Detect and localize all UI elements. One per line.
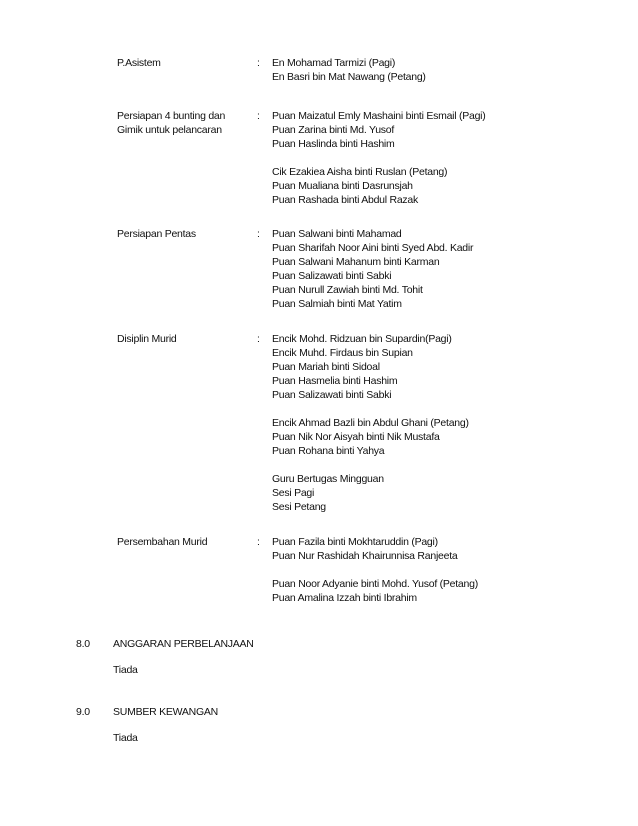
- name-line: Puan Salizawati binti Sabki: [272, 389, 392, 401]
- name-group: [272, 165, 617, 207]
- role-persiapan-pentas: [117, 227, 617, 311]
- section-8-body: Tiada: [113, 664, 138, 676]
- name-group: [272, 332, 617, 402]
- name-line: Puan Rashada binti Abdul Razak: [272, 194, 419, 206]
- name-group: [272, 416, 617, 458]
- role-names: [272, 227, 617, 311]
- role-names: [272, 109, 617, 207]
- role-label-line: Persiapan Pentas: [117, 228, 196, 240]
- section-9-title: SUMBER KEWANGAN: [113, 706, 218, 718]
- name-line: Puan Haslinda binti Hashim: [272, 138, 395, 150]
- role-label-line: Disiplin Murid: [117, 333, 177, 345]
- name-line: Puan Fazila binti Mokhtaruddin (Pagi): [272, 536, 438, 548]
- name-line: Puan Nur Rashidah Khairunnisa Ranjeeta: [272, 550, 458, 562]
- name-line: Puan Mualiana binti Dasrunsjah: [272, 180, 413, 192]
- committee-roles-list: [117, 56, 617, 605]
- name-line: Sesi Pagi: [272, 487, 315, 499]
- name-line: Puan Nurull Zawiah binti Md. Tohit: [272, 284, 423, 296]
- name-line: Puan Zarina binti Md. Yusof: [272, 124, 395, 136]
- name-line: Encik Muhd. Firdaus bin Supian: [272, 347, 413, 359]
- name-group: [272, 227, 617, 311]
- colon-separator: :: [257, 110, 260, 122]
- name-group: [272, 56, 617, 84]
- role-label: [117, 535, 257, 605]
- role-label: [117, 56, 257, 84]
- name-line: Puan Salwani Mahanum binti Karman: [272, 256, 440, 268]
- role-names: [272, 535, 617, 605]
- name-group: [272, 472, 617, 514]
- role-persiapan-bunting: [117, 109, 617, 207]
- name-line: Sesi Petang: [272, 501, 326, 513]
- name-line: Puan Nik Nor Aisyah binti Nik Mustafa: [272, 431, 440, 443]
- role-disiplin-murid: [117, 332, 617, 514]
- colon-separator: :: [257, 228, 260, 240]
- name-group: [272, 535, 617, 563]
- role-label-line: Persiapan 4 bunting dan: [117, 110, 226, 122]
- name-group: [272, 109, 617, 151]
- name-line: Puan Maizatul Emly Mashaini binti Esmail (Pagi): [272, 110, 486, 122]
- name-line: Puan Mariah binti Sidoal: [272, 361, 380, 373]
- colon-separator: :: [257, 57, 260, 69]
- name-line: En Mohamad Tarmizi (Pagi): [272, 57, 396, 69]
- role-p-asistem: [117, 56, 617, 84]
- colon-separator: :: [257, 536, 260, 548]
- name-line: Puan Hasmelia binti Hashim: [272, 375, 398, 387]
- role-label-line: Persembahan Murid: [117, 536, 208, 548]
- name-line: Puan Salwani binti Mahamad: [272, 228, 402, 240]
- name-line: Encik Mohd. Ridzuan bin Supardin(Pagi): [272, 333, 452, 345]
- name-group: [272, 577, 617, 605]
- role-label-line: P.Asistem: [117, 57, 161, 69]
- name-line: Cik Ezakiea Aisha binti Ruslan (Petang): [272, 166, 448, 178]
- name-line: Puan Noor Adyanie binti Mohd. Yusof (Petang): [272, 578, 478, 590]
- section-8-number: 8.0: [76, 638, 90, 650]
- section-9-body: Tiada: [113, 732, 138, 744]
- name-line: Encik Ahmad Bazli bin Abdul Ghani (Petang): [272, 417, 469, 429]
- name-line: En Basri bin Mat Nawang (Petang): [272, 71, 426, 83]
- section-8-title: ANGGARAN PERBELANJAAN: [113, 638, 254, 650]
- role-label: [117, 332, 257, 514]
- name-line: Puan Amalina Izzah binti Ibrahim: [272, 592, 417, 604]
- role-names: [272, 56, 617, 84]
- role-names: [272, 332, 617, 514]
- name-line: Puan Sharifah Noor Aini binti Syed Abd. Kadir: [272, 242, 474, 254]
- name-line: Puan Salmiah binti Mat Yatim: [272, 298, 402, 310]
- colon-separator: :: [257, 333, 260, 345]
- name-line: Guru Bertugas Mingguan: [272, 473, 384, 485]
- role-label: [117, 109, 257, 207]
- name-line: Puan Salizawati binti Sabki: [272, 270, 392, 282]
- role-persembahan-murid: [117, 535, 617, 605]
- role-label: [117, 227, 257, 311]
- section-9-number: 9.0: [76, 706, 90, 718]
- role-label-line: Gimik untuk pelancaran: [117, 124, 222, 136]
- name-line: Puan Rohana binti Yahya: [272, 445, 385, 457]
